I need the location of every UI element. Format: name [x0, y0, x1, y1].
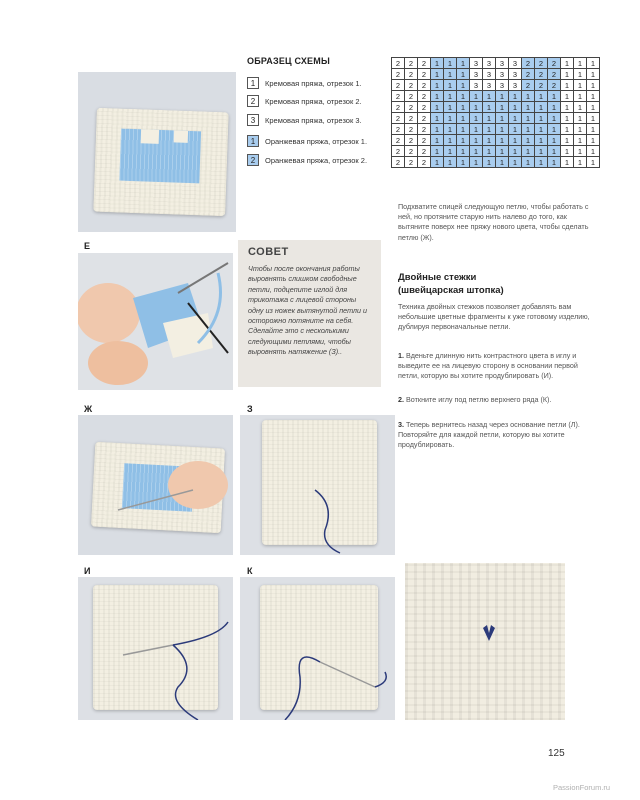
grid-cell: 1: [522, 102, 535, 113]
grid-cell: 1: [496, 91, 509, 102]
legend-item: [247, 94, 362, 108]
grid-cell: 2: [522, 80, 535, 91]
grid-cell: 1: [587, 124, 600, 135]
legend-label: Кремовая пряжа, отрезок 1.: [265, 78, 362, 88]
grid-cell: 1: [431, 91, 444, 102]
grid-cell: 3: [509, 58, 522, 69]
grid-cell: 2: [418, 113, 431, 124]
grid-cell: 3: [483, 80, 496, 91]
step-item: [398, 420, 594, 451]
grid-cell: 2: [392, 113, 405, 124]
grid-cell: 2: [548, 69, 561, 80]
grid-cell: 1: [561, 91, 574, 102]
grid-cell: 1: [509, 124, 522, 135]
grid-cell: 1: [548, 91, 561, 102]
grid-cell: 2: [405, 124, 418, 135]
grid-cell: 1: [574, 135, 587, 146]
grid-cell: 1: [470, 91, 483, 102]
grid-cell: 2: [535, 58, 548, 69]
grid-cell: 2: [392, 58, 405, 69]
grid-cell: 3: [470, 80, 483, 91]
grid-cell: 1: [431, 157, 444, 168]
grid-cell: 1: [535, 102, 548, 113]
grid-cell: 1: [522, 146, 535, 157]
duplicate-stitch-illustration: [405, 563, 565, 720]
grid-cell: 1: [561, 124, 574, 135]
grid-cell: 1: [457, 102, 470, 113]
grid-cell: 2: [405, 113, 418, 124]
blue-motif: [119, 129, 201, 184]
grid-cell: 2: [535, 69, 548, 80]
grid-cell: 2: [418, 157, 431, 168]
grid-cell: 1: [431, 102, 444, 113]
grid-cell: 1: [548, 102, 561, 113]
step-text: Теперь вернитесь назад через основание петли (Л). Повторяйте для каждой петли, которую вы хотите продублировать.: [398, 420, 580, 450]
legend-item: [247, 76, 362, 90]
grid-cell: 1: [496, 135, 509, 146]
grid-cell: 1: [548, 135, 561, 146]
grid-cell: 1: [483, 146, 496, 157]
step-text: Вденьте длинную нить контрастного цвета в иглу и выведите ее на лицевую сторону в основании первой петли, которую вы хотите продублировать (И).: [398, 351, 578, 381]
pattern-grid: [391, 57, 600, 168]
step-item: [398, 351, 594, 382]
grid-cell: 1: [561, 157, 574, 168]
grid-cell: 1: [522, 157, 535, 168]
legend-item: [247, 113, 362, 127]
tip-title: СОВЕТ: [248, 246, 289, 258]
grid-cell: 1: [444, 69, 457, 80]
grid-cell: 1: [522, 91, 535, 102]
photo-k-swatch-needle: [240, 577, 395, 720]
grid-cell: 1: [561, 135, 574, 146]
grid-cell: 1: [509, 113, 522, 124]
grid-cell: 1: [457, 113, 470, 124]
knitted-swatch: [93, 108, 229, 217]
legend-label: Оранжевая пряжа, отрезок 1.: [265, 136, 368, 146]
grid-cell: 1: [470, 113, 483, 124]
grid-cell: 2: [392, 157, 405, 168]
grid-cell: 1: [561, 69, 574, 80]
grid-cell: 1: [587, 80, 600, 91]
grid-row: [392, 58, 600, 69]
grid-cell: 1: [522, 135, 535, 146]
legend-title: ОБРАЗЕЦ СХЕМЫ: [247, 56, 330, 66]
legend-item: [247, 134, 367, 148]
grid-cell: 1: [509, 102, 522, 113]
grid-cell: 2: [392, 102, 405, 113]
grid-cell: 1: [444, 113, 457, 124]
grid-cell: 1: [509, 135, 522, 146]
grid-cell: 1: [444, 146, 457, 157]
grid-cell: 3: [496, 80, 509, 91]
grid-cell: 1: [561, 113, 574, 124]
grid-cell: 1: [444, 124, 457, 135]
grid-cell: 1: [574, 69, 587, 80]
grid-cell: 2: [418, 91, 431, 102]
grid-cell: 1: [509, 91, 522, 102]
grid-cell: 1: [574, 91, 587, 102]
step-number: 1.: [398, 351, 404, 360]
section-heading: Двойные стежки: [398, 272, 477, 283]
grid-cell: 2: [535, 80, 548, 91]
grid-cell: 1: [574, 124, 587, 135]
grid-cell: 1: [574, 157, 587, 168]
grid-cell: 1: [587, 135, 600, 146]
grid-cell: 1: [496, 113, 509, 124]
grid-cell: 2: [405, 58, 418, 69]
grid-cell: 1: [457, 69, 470, 80]
page-number: 125: [548, 748, 565, 759]
grid-cell: 1: [587, 146, 600, 157]
grid-cell: 2: [418, 102, 431, 113]
step-number: 2.: [398, 395, 404, 404]
grid-cell: 2: [548, 80, 561, 91]
grid-cell: 1: [457, 157, 470, 168]
grid-cell: 3: [509, 80, 522, 91]
grid-cell: 1: [496, 124, 509, 135]
watermark: PassionForum.ru: [553, 783, 611, 792]
photo-label-z: З: [247, 404, 253, 414]
grid-cell: 1: [496, 102, 509, 113]
grid-row: [392, 69, 600, 80]
grid-cell: 2: [418, 58, 431, 69]
grid-cell: 2: [392, 124, 405, 135]
grid-cell: 1: [574, 146, 587, 157]
grid-cell: 1: [496, 157, 509, 168]
legend-label: Кремовая пряжа, отрезок 2.: [265, 96, 362, 106]
grid-cell: 1: [522, 124, 535, 135]
hand-needle-illustration: [78, 415, 233, 555]
grid-cell: 3: [496, 69, 509, 80]
grid-cell: 2: [392, 69, 405, 80]
grid-cell: 1: [483, 91, 496, 102]
grid-cell: 1: [587, 157, 600, 168]
grid-cell: 1: [561, 58, 574, 69]
step-text: Воткните иглу под петлю верхнего ряда (К).: [406, 395, 552, 404]
grid-cell: 1: [444, 91, 457, 102]
grid-cell: 2: [418, 135, 431, 146]
grid-cell: 1: [483, 157, 496, 168]
grid-cell: 1: [535, 124, 548, 135]
grid-cell: 2: [548, 58, 561, 69]
photo-label-k: К: [247, 566, 253, 576]
grid-cell: 2: [522, 69, 535, 80]
grid-cell: 1: [470, 146, 483, 157]
grid-cell: 3: [470, 69, 483, 80]
grid-row: [392, 113, 600, 124]
grid-cell: 1: [470, 124, 483, 135]
grid-cell: 3: [483, 69, 496, 80]
grid-cell: 1: [431, 80, 444, 91]
grid-cell: 1: [587, 91, 600, 102]
section-subheading: (швейцарская штопка): [398, 285, 504, 296]
grid-cell: 1: [483, 113, 496, 124]
grid-cell: 1: [457, 146, 470, 157]
cream-notch: [174, 130, 188, 142]
grid-cell: 1: [444, 135, 457, 146]
grid-cell: 1: [444, 80, 457, 91]
needle-thread-illustration: [78, 577, 233, 720]
intro-paragraph: Подхватите спицей следующую петлю, чтобы работать с ней, но протяните старую нить налево до того, как вытяните поверх нее пряжу нового цвета, чтобы сделать петлю (Ж).: [398, 202, 589, 242]
grid-cell: 1: [457, 80, 470, 91]
grid-cell: 1: [548, 146, 561, 157]
grid-cell: 1: [509, 146, 522, 157]
photo-label-zh: Ж: [84, 404, 93, 414]
grid-cell: 1: [457, 58, 470, 69]
grid-cell: 1: [444, 102, 457, 113]
grid-cell: 2: [418, 69, 431, 80]
needle-thread-illustration: [240, 577, 395, 720]
tip-text: Чтобы после окончания работы выровнять слишком свободные петли, подцепите иглой для трикотажа с лицевой стороны одну из ножек вытянутой петли и осторожно потяните на себя. Сделайте это с несколькими следующими петлями, чтобы выровнять натяжение (З)..: [248, 264, 367, 357]
grid-cell: 1: [470, 157, 483, 168]
photo-i-swatch-needle: [78, 577, 233, 720]
photo-d-swatch-chart: [78, 72, 236, 232]
grid-cell: 1: [587, 69, 600, 80]
legend-swatch: 1: [247, 135, 259, 147]
knitting-illustration: [78, 253, 233, 390]
grid-cell: 1: [470, 102, 483, 113]
grid-cell: 2: [392, 91, 405, 102]
grid-cell: 1: [431, 69, 444, 80]
grid-cell: 1: [587, 58, 600, 69]
grid-row: [392, 157, 600, 168]
section-intro: Техника двойных стежков позволяет добавлять вам небольшие цветные фрагменты к уже готовому изделию, дублируя первоначальные петли.: [398, 302, 590, 332]
grid-cell: 2: [522, 58, 535, 69]
grid-cell: 1: [535, 91, 548, 102]
grid-cell: 1: [483, 135, 496, 146]
grid-cell: 2: [405, 135, 418, 146]
grid-cell: 2: [405, 80, 418, 91]
grid-cell: 2: [405, 69, 418, 80]
grid-cell: 2: [392, 146, 405, 157]
grid-cell: 2: [418, 124, 431, 135]
grid-cell: 1: [444, 157, 457, 168]
grid-cell: 2: [392, 80, 405, 91]
grid-cell: 1: [561, 102, 574, 113]
grid-cell: 1: [483, 102, 496, 113]
thread-illustration: [240, 415, 395, 555]
grid-row: [392, 124, 600, 135]
cream-notch: [141, 129, 159, 144]
grid-cell: 2: [405, 146, 418, 157]
grid-cell: 2: [392, 135, 405, 146]
grid-cell: 1: [574, 58, 587, 69]
grid-cell: 1: [548, 113, 561, 124]
tip-box: [238, 240, 381, 387]
legend-label: Кремовая пряжа, отрезок 3.: [265, 115, 362, 125]
grid-row: [392, 146, 600, 157]
grid-cell: 1: [431, 113, 444, 124]
grid-row: [392, 80, 600, 91]
photo-z-swatch-thread: [240, 415, 395, 555]
grid-cell: 1: [496, 146, 509, 157]
grid-cell: 1: [457, 91, 470, 102]
grid-cell: 2: [418, 80, 431, 91]
grid-cell: 3: [496, 58, 509, 69]
grid-cell: 1: [483, 124, 496, 135]
legend-swatch: 1: [247, 77, 259, 89]
grid-row: [392, 91, 600, 102]
grid-cell: 1: [561, 80, 574, 91]
grid-cell: 3: [470, 58, 483, 69]
grid-cell: 1: [431, 58, 444, 69]
grid-cell: 1: [457, 124, 470, 135]
grid-cell: 1: [574, 113, 587, 124]
grid-row: [392, 135, 600, 146]
grid-cell: 1: [431, 146, 444, 157]
legend-item: [247, 153, 367, 167]
step-item: [398, 395, 594, 405]
photo-zh-swatch-needle: [78, 415, 233, 555]
grid-cell: 1: [587, 113, 600, 124]
photo-label-e: Е: [84, 241, 91, 251]
grid-cell: 2: [405, 102, 418, 113]
photo-e-knitting-needle: [78, 253, 233, 390]
legend-swatch: 3: [247, 114, 259, 126]
grid-cell: 1: [535, 146, 548, 157]
grid-cell: 1: [431, 124, 444, 135]
grid-cell: 1: [522, 113, 535, 124]
grid-row: [392, 102, 600, 113]
grid-cell: 1: [535, 135, 548, 146]
grid-cell: 1: [574, 80, 587, 91]
grid-cell: 1: [470, 135, 483, 146]
grid-cell: 1: [548, 157, 561, 168]
grid-cell: 3: [509, 69, 522, 80]
grid-cell: 1: [457, 135, 470, 146]
grid-cell: 1: [561, 146, 574, 157]
legend-swatch: 2: [247, 154, 259, 166]
legend-label: Оранжевая пряжа, отрезок 2.: [265, 155, 368, 165]
grid-cell: 1: [574, 102, 587, 113]
photo-label-i: И: [84, 566, 91, 576]
grid-cell: 1: [535, 157, 548, 168]
grid-cell: 2: [418, 146, 431, 157]
grid-cell: 1: [509, 157, 522, 168]
grid-cell: 1: [535, 113, 548, 124]
grid-cell: 2: [405, 157, 418, 168]
grid-cell: 3: [483, 58, 496, 69]
photo-l-stitch-closeup: [405, 563, 565, 720]
step-number: 3.: [398, 420, 404, 429]
grid-cell: 1: [431, 135, 444, 146]
grid-cell: 1: [548, 124, 561, 135]
legend-swatch: 2: [247, 95, 259, 107]
grid-cell: 1: [587, 102, 600, 113]
grid-cell: 1: [444, 58, 457, 69]
grid-cell: 2: [405, 91, 418, 102]
